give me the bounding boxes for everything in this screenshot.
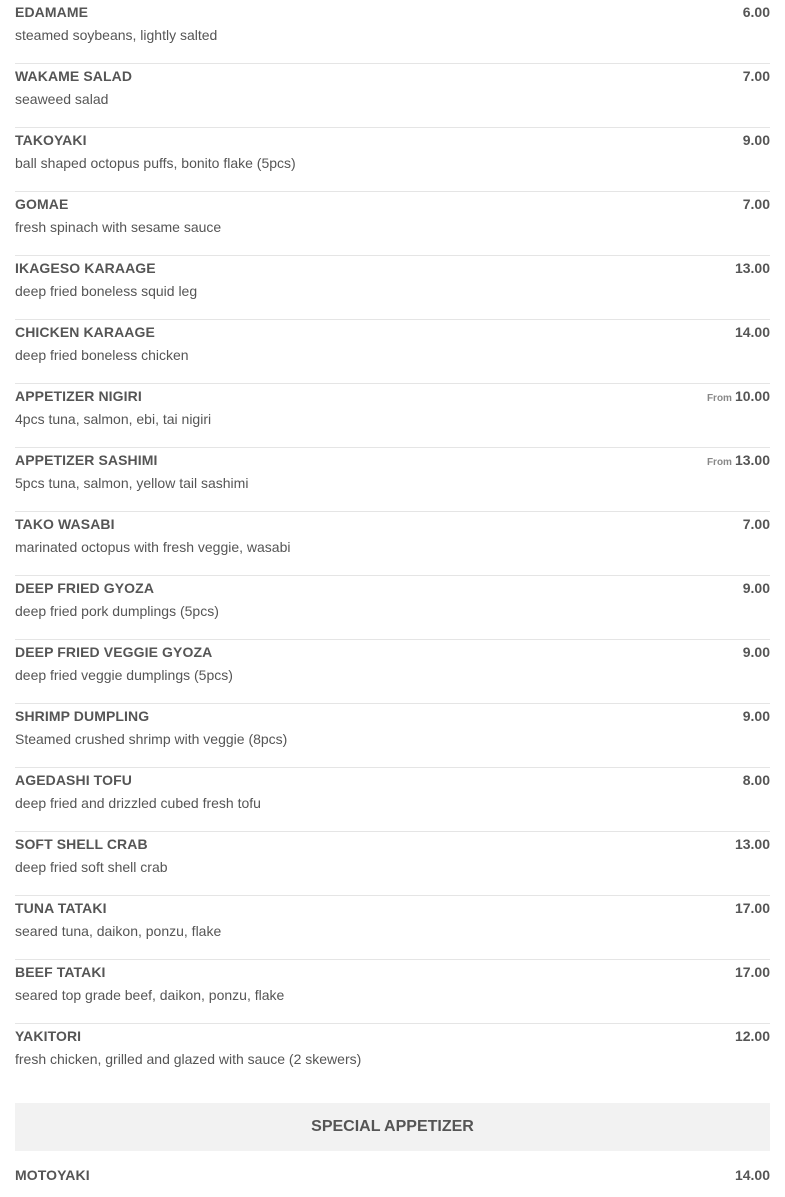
- price-value: 8.00: [742, 772, 770, 788]
- item-name: WAKAME SALAD: [15, 68, 133, 84]
- price-value: 13.00: [734, 260, 770, 276]
- item-price: [735, 1167, 770, 1183]
- price-value: 6.00: [742, 4, 770, 20]
- menu-item[interactable]: [15, 64, 770, 128]
- price-value: 9.00: [742, 132, 770, 148]
- menu-item[interactable]: [15, 192, 770, 256]
- item-price: [740, 4, 770, 20]
- item-price: [732, 324, 770, 340]
- price-value: 9.00: [742, 708, 770, 724]
- item-price: [732, 836, 770, 852]
- menu-item[interactable]: [15, 1024, 770, 1103]
- menu-item[interactable]: [15, 256, 770, 320]
- item-description: Steamed crushed shrimp with veggie (8pcs): [15, 731, 288, 747]
- item-name: APPETIZER SASHIMI: [15, 452, 158, 468]
- price-value: 17.00: [734, 900, 770, 916]
- item-price: [707, 388, 770, 404]
- item-name: SOFT SHELL CRAB: [15, 836, 148, 852]
- item-description: fresh chicken, grilled and glazed with sauce (2 skewers): [15, 1051, 362, 1067]
- item-description: 4pcs tuna, salmon, ebi, tai nigiri: [15, 411, 212, 427]
- item-name: BEEF TATAKI: [15, 964, 106, 980]
- item-description: 5pcs tuna, salmon, yellow tail sashimi: [15, 475, 249, 491]
- item-price: [707, 452, 770, 468]
- item-description: fresh spinach with sesame sauce: [15, 219, 222, 235]
- item-price: [740, 132, 770, 148]
- item-description: seared tuna, daikon, ponzu, flake: [15, 923, 222, 939]
- menu-item[interactable]: [15, 1167, 770, 1197]
- menu-item[interactable]: [15, 128, 770, 192]
- item-name: MOTOYAKI: [15, 1167, 90, 1183]
- price-value: 10.00: [734, 388, 770, 404]
- item-description: deep fried pork dumplings (5pcs): [15, 603, 219, 619]
- item-description: seaweed salad: [15, 91, 109, 107]
- menu-item[interactable]: [15, 896, 770, 960]
- item-name: IKAGESO KARAAGE: [15, 260, 156, 276]
- item-name: SHRIMP DUMPLING: [15, 708, 150, 724]
- item-name: APPETIZER NIGIRI: [15, 388, 142, 404]
- item-name: YAKITORI: [15, 1028, 82, 1044]
- item-description: deep fried and drizzled cubed fresh tofu: [15, 795, 261, 811]
- price-value: 9.00: [742, 644, 770, 660]
- price-value: 12.00: [734, 1028, 770, 1044]
- item-name: AGEDASHI TOFU: [15, 772, 132, 788]
- item-price: [740, 644, 770, 660]
- price-from-label: From: [706, 457, 732, 468]
- item-name: TAKO WASABI: [15, 516, 115, 532]
- price-value: 13.00: [734, 836, 770, 852]
- price-value: 14.00: [734, 324, 770, 340]
- menu-item[interactable]: [15, 640, 770, 704]
- price-value: 9.00: [742, 580, 770, 596]
- item-price: [740, 772, 770, 788]
- price-value: 7.00: [742, 196, 770, 212]
- menu-item[interactable]: [15, 384, 770, 448]
- item-description: ball shaped octopus puffs, bonito flake (5pcs): [15, 155, 296, 171]
- item-price: [732, 900, 770, 916]
- item-description: deep fried veggie dumplings (5pcs): [15, 667, 233, 683]
- item-description: deep fried boneless squid leg: [15, 283, 198, 299]
- item-name: TUNA TATAKI: [15, 900, 107, 916]
- menu-item[interactable]: [15, 576, 770, 640]
- menu-item[interactable]: [15, 320, 770, 384]
- price-value: 13.00: [734, 452, 770, 468]
- item-description: marinated octopus with fresh veggie, wasabi: [15, 539, 291, 555]
- menu-item[interactable]: [15, 448, 770, 512]
- price-value: 7.00: [742, 516, 770, 532]
- item-price: [740, 68, 770, 84]
- item-description: deep fried soft shell crab: [15, 859, 168, 875]
- menu-item[interactable]: [15, 960, 770, 1024]
- item-description: deep fried boneless chicken: [15, 347, 189, 363]
- item-price: [740, 708, 770, 724]
- item-description: seared top grade beef, daikon, ponzu, flake: [15, 987, 285, 1003]
- price-value: 17.00: [734, 964, 770, 980]
- item-name: GOMAE: [15, 196, 69, 212]
- item-price: [740, 196, 770, 212]
- price-from-label: From: [706, 393, 732, 404]
- price-value: 7.00: [742, 68, 770, 84]
- item-description: steamed soybeans, lightly salted: [15, 27, 218, 43]
- menu-item[interactable]: [15, 704, 770, 768]
- item-price: [732, 964, 770, 980]
- item-name: TAKOYAKI: [15, 132, 87, 148]
- item-name: DEEP FRIED GYOZA: [15, 580, 155, 596]
- item-price: [732, 1028, 770, 1044]
- menu-item[interactable]: [15, 768, 770, 832]
- item-price: [740, 580, 770, 596]
- price-value: 14.00: [734, 1167, 770, 1183]
- menu-item[interactable]: [15, 512, 770, 576]
- item-price: [740, 516, 770, 532]
- menu-item[interactable]: [15, 832, 770, 896]
- item-name: DEEP FRIED VEGGIE GYOZA: [15, 644, 213, 660]
- item-name: EDAMAME: [15, 4, 89, 20]
- menu-item[interactable]: [15, 0, 770, 64]
- item-name: CHICKEN KARAAGE: [15, 324, 155, 340]
- item-price: [732, 260, 770, 276]
- section-header-special-appetizer: SPECIAL APPETIZER: [15, 1103, 770, 1151]
